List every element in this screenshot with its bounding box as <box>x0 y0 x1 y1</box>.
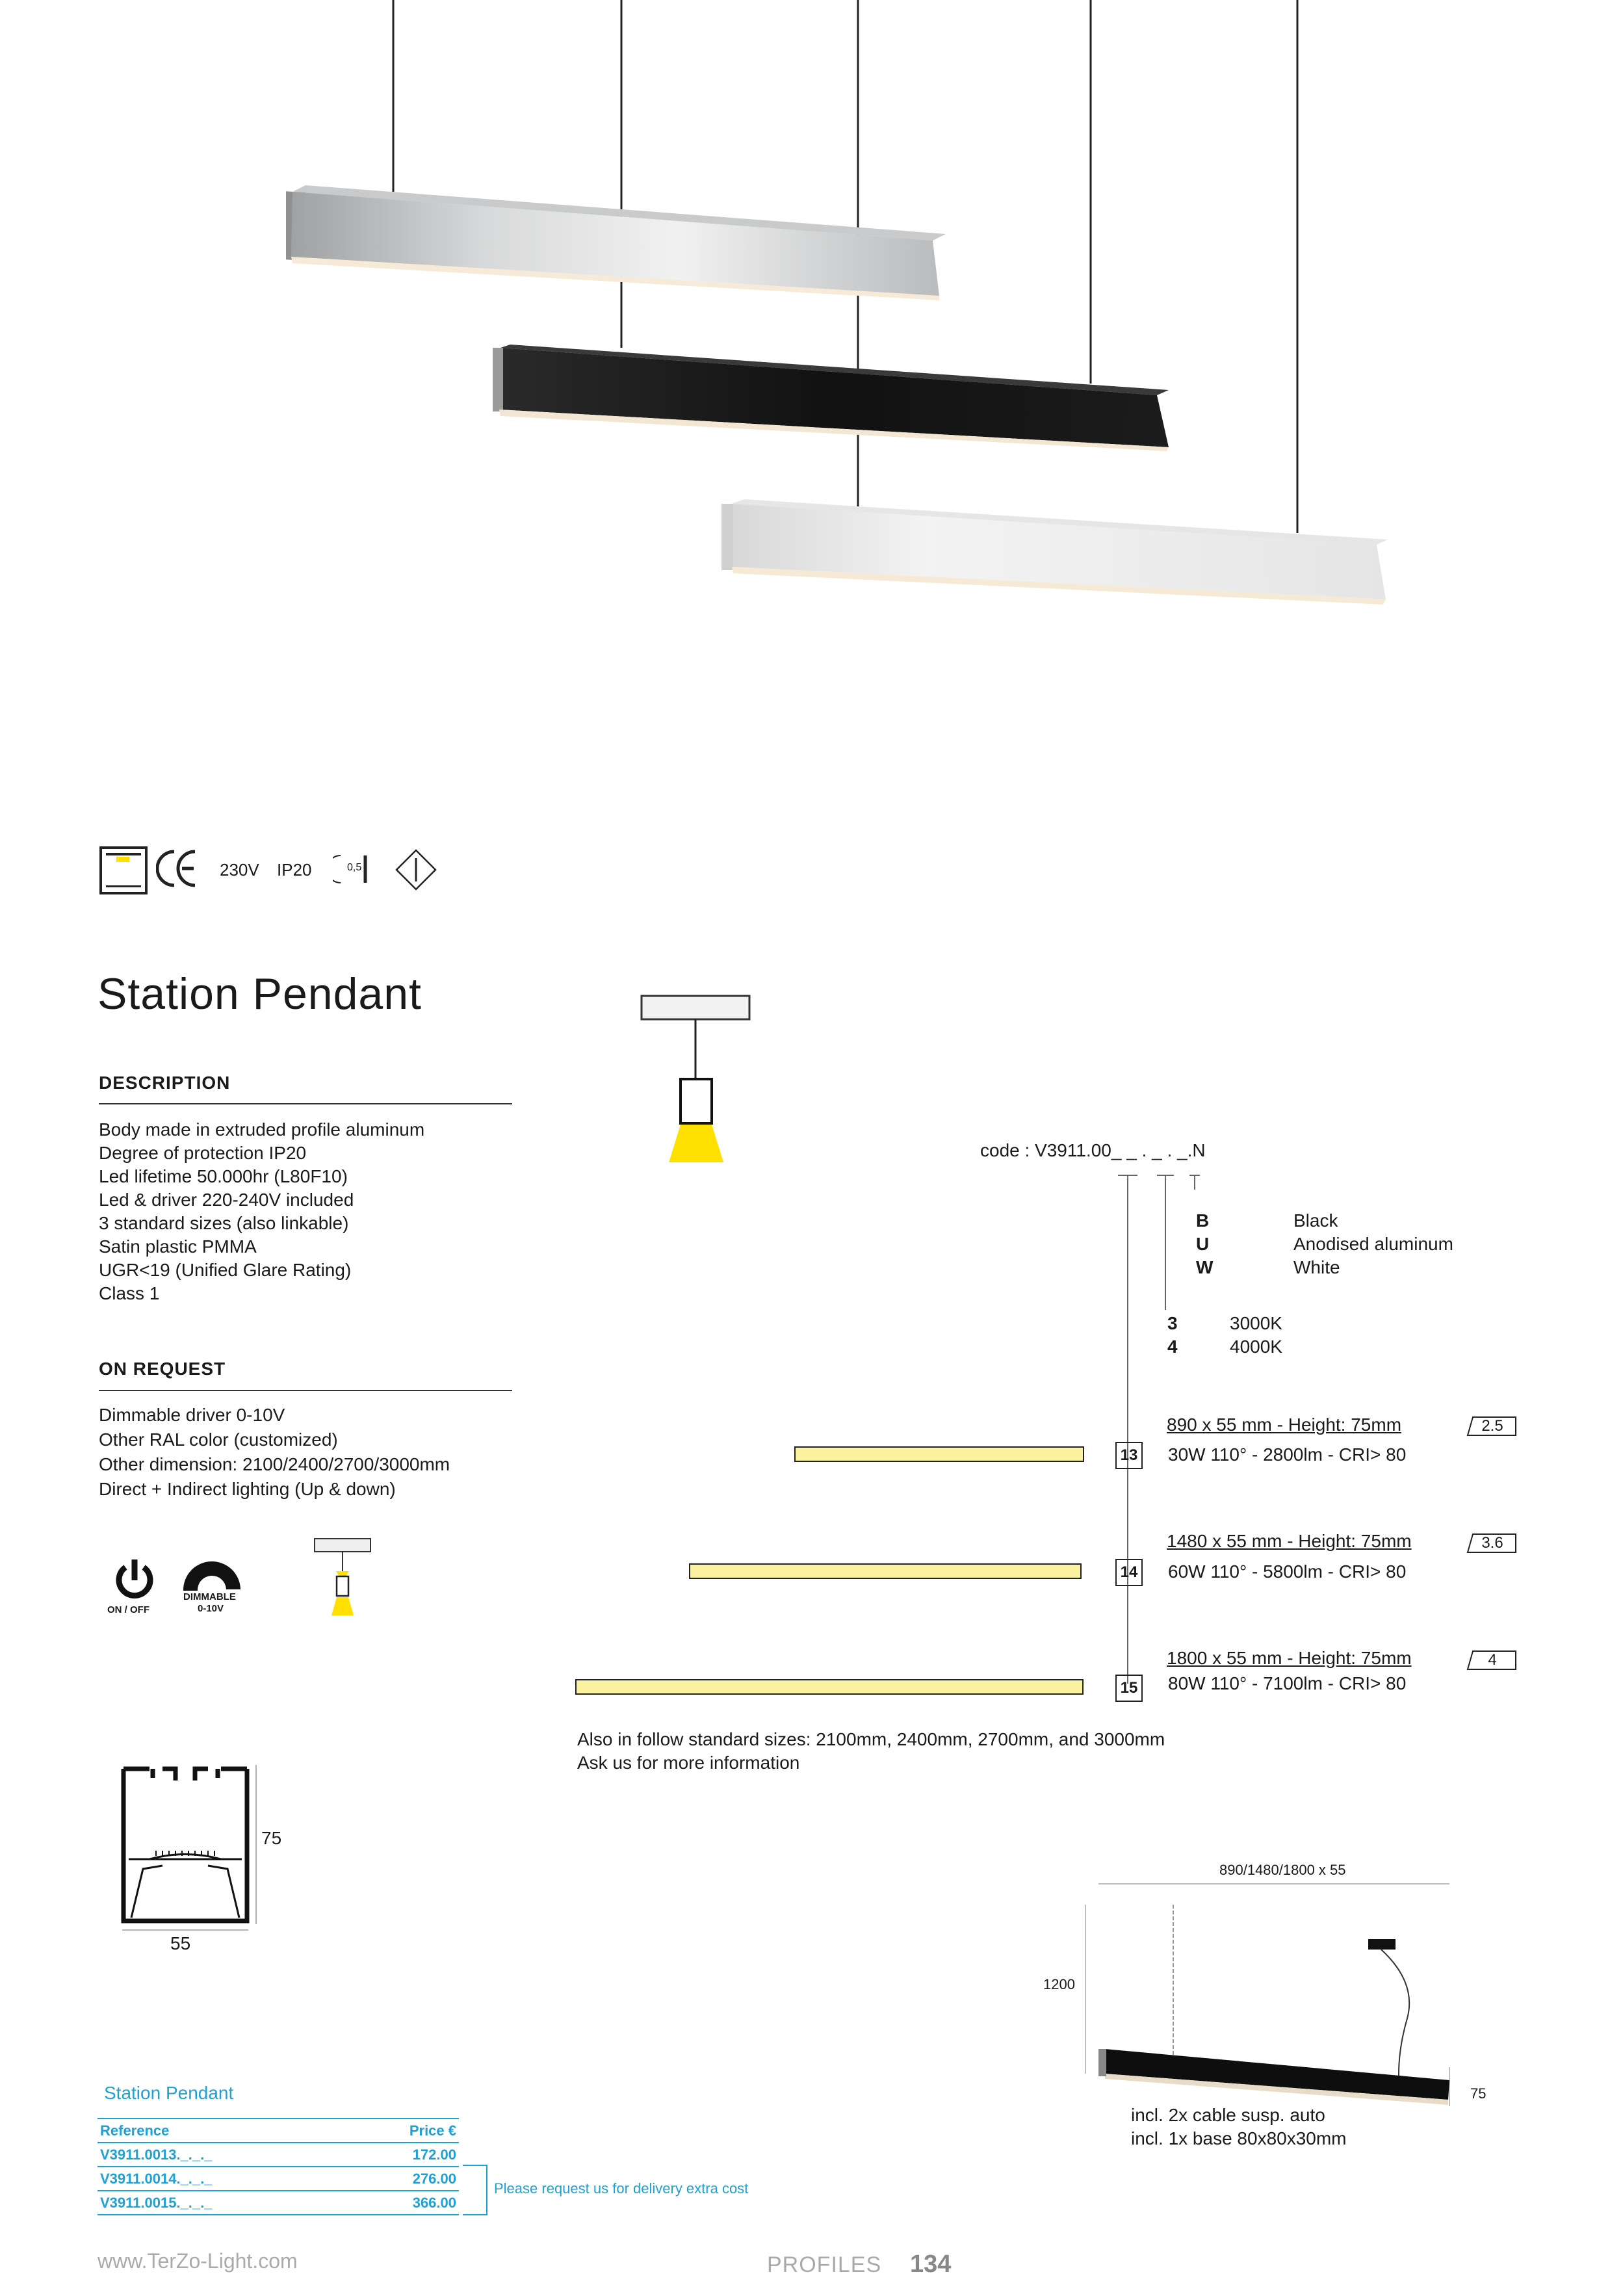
variant-number: 14 <box>1115 1559 1143 1586</box>
description-line: Class 1 <box>99 1283 160 1303</box>
sizes-note: Ask us for more information <box>577 1753 800 1773</box>
row-reference: V3911.0014._._._ <box>97 2167 348 2191</box>
on-request-line: Other dimension: 2100/2400/2700/3000mm <box>99 1454 450 1474</box>
table-row <box>97 2167 459 2191</box>
suspension-height-label: 1200 <box>1043 1976 1075 1992</box>
variant-size: 1480 x 55 mm - Height: 75mm <box>1167 1531 1412 1551</box>
suspension-diagram <box>1079 1879 1469 2119</box>
description-line: Body made in extruded profile aluminum <box>99 1119 425 1140</box>
row-reference: V3911.0013._._._ <box>97 2143 348 2167</box>
variant-number: 15 <box>1115 1675 1143 1702</box>
variant-number: 13 <box>1115 1442 1143 1469</box>
product-title: Station Pendant <box>97 969 422 1019</box>
color-name: Anodised aluminum <box>1293 1234 1453 1254</box>
on-request-heading: ON REQUEST <box>99 1359 226 1379</box>
variant-spec: 30W 110° - 2800lm - CRI> 80 <box>1168 1444 1407 1465</box>
variant-bar-1800 <box>575 1679 1084 1695</box>
weight-value: 4 <box>1488 1651 1497 1669</box>
variant-size: 890 x 55 mm - Height: 75mm <box>1167 1415 1402 1435</box>
icons-row <box>97 845 461 897</box>
product-code: code : V3911.00_ _ . _ . _.N <box>980 1140 1206 1160</box>
on-request-list <box>99 1403 450 1502</box>
temp-key: 3 <box>1167 1313 1178 1333</box>
weight-badge <box>1466 1533 1518 1552</box>
hero-product-photo <box>247 0 1436 618</box>
pendant-light-icon <box>640 995 751 1170</box>
on-request-rule <box>99 1390 512 1391</box>
ce-mark-icon <box>156 848 198 889</box>
description-line: UGR<19 (Unified Glare Rating) <box>99 1260 352 1280</box>
description-line: Led & driver 220-240V included <box>99 1190 354 1210</box>
on-request-line: Dimmable driver 0-10V <box>99 1405 285 1425</box>
price-table-header <box>97 2119 459 2143</box>
temp-name: 3000K <box>1230 1313 1282 1333</box>
description-line: Degree of protection IP20 <box>99 1143 307 1163</box>
suspension-note: incl. 1x base 80x80x30mm <box>1131 2128 1347 2148</box>
recessed-fixture-icon <box>99 846 148 894</box>
weight-badge <box>1466 1416 1518 1435</box>
description-heading: DESCRIPTION <box>99 1073 231 1093</box>
footer-section: PROFILES <box>767 2252 882 2277</box>
col-price: Price € <box>348 2119 459 2143</box>
description-line: Led lifetime 50.000hr (L80F10) <box>99 1166 348 1186</box>
profile-height-label: 75 <box>261 1828 282 1848</box>
description-list <box>99 1118 424 1305</box>
temp-key: 4 <box>1167 1337 1178 1357</box>
variant-bar-890 <box>794 1446 1084 1462</box>
price-table-title: Station Pendant <box>104 2083 234 2103</box>
color-key: B <box>1196 1210 1210 1231</box>
row-reference: V3911.0015._._._ <box>97 2191 348 2215</box>
cable-length-label: 0,5 <box>347 862 362 873</box>
weight-badge <box>1466 1650 1518 1669</box>
weight-value: 2.5 <box>1481 1417 1503 1435</box>
suspension-profile-label: 75 <box>1470 2085 1487 2102</box>
suspension-note: incl. 2x cable susp. auto <box>1131 2105 1325 2125</box>
on-request-line: Other RAL color (customized) <box>99 1429 338 1450</box>
variant-size: 1800 x 55 mm - Height: 75mm <box>1167 1648 1412 1668</box>
description-line: Satin plastic PMMA <box>99 1236 257 1257</box>
class-diamond-icon <box>395 849 437 891</box>
pendant-light-small-icon <box>313 1537 372 1622</box>
color-key: W <box>1196 1257 1214 1277</box>
dimmable-label: DIMMABLE <box>183 1591 236 1602</box>
table-row <box>97 2143 459 2167</box>
col-reference: Reference <box>97 2119 348 2143</box>
profile-cross-section-diagram <box>117 1758 273 1934</box>
dimmer-icon <box>181 1557 246 1596</box>
weight-value: 3.6 <box>1481 1534 1503 1552</box>
row-price: 172.00 <box>348 2143 459 2167</box>
price-table <box>97 2118 459 2215</box>
row-price: 366.00 <box>348 2191 459 2215</box>
variant-spec: 60W 110° - 5800lm - CRI> 80 <box>1168 1561 1407 1582</box>
profile-width-label: 55 <box>170 1933 191 1953</box>
table-row <box>97 2191 459 2215</box>
price-bracket <box>463 2165 487 2215</box>
temp-name: 4000K <box>1230 1337 1282 1357</box>
ip-rating-label: IP20 <box>277 860 312 880</box>
dimmable-range-label: 0-10V <box>198 1603 224 1614</box>
description-line: 3 standard sizes (also linkable) <box>99 1213 349 1233</box>
color-name: Black <box>1293 1210 1338 1231</box>
page-number: 134 <box>910 2250 952 2278</box>
on-request-line: Direct + Indirect lighting (Up & down) <box>99 1479 396 1499</box>
color-key: U <box>1196 1234 1210 1254</box>
suspension-top-label: 890/1480/1800 x 55 <box>1219 1862 1346 1878</box>
delivery-note: Please request us for delivery extra cost <box>494 2180 749 2197</box>
power-icon <box>112 1557 157 1602</box>
onoff-label: ON / OFF <box>107 1604 149 1615</box>
description-rule <box>99 1103 512 1104</box>
variant-spec: 80W 110° - 7100lm - CRI> 80 <box>1168 1673 1407 1693</box>
voltage-label: 230V <box>220 860 259 880</box>
row-price: 276.00 <box>348 2167 459 2191</box>
footer-url[interactable]: www.TerZo-Light.com <box>97 2249 298 2273</box>
variant-bar-1480 <box>689 1563 1082 1579</box>
color-name: White <box>1293 1257 1340 1277</box>
sizes-note: Also in follow standard sizes: 2100mm, 2400mm, 2700mm, and 3000mm <box>577 1729 1165 1749</box>
